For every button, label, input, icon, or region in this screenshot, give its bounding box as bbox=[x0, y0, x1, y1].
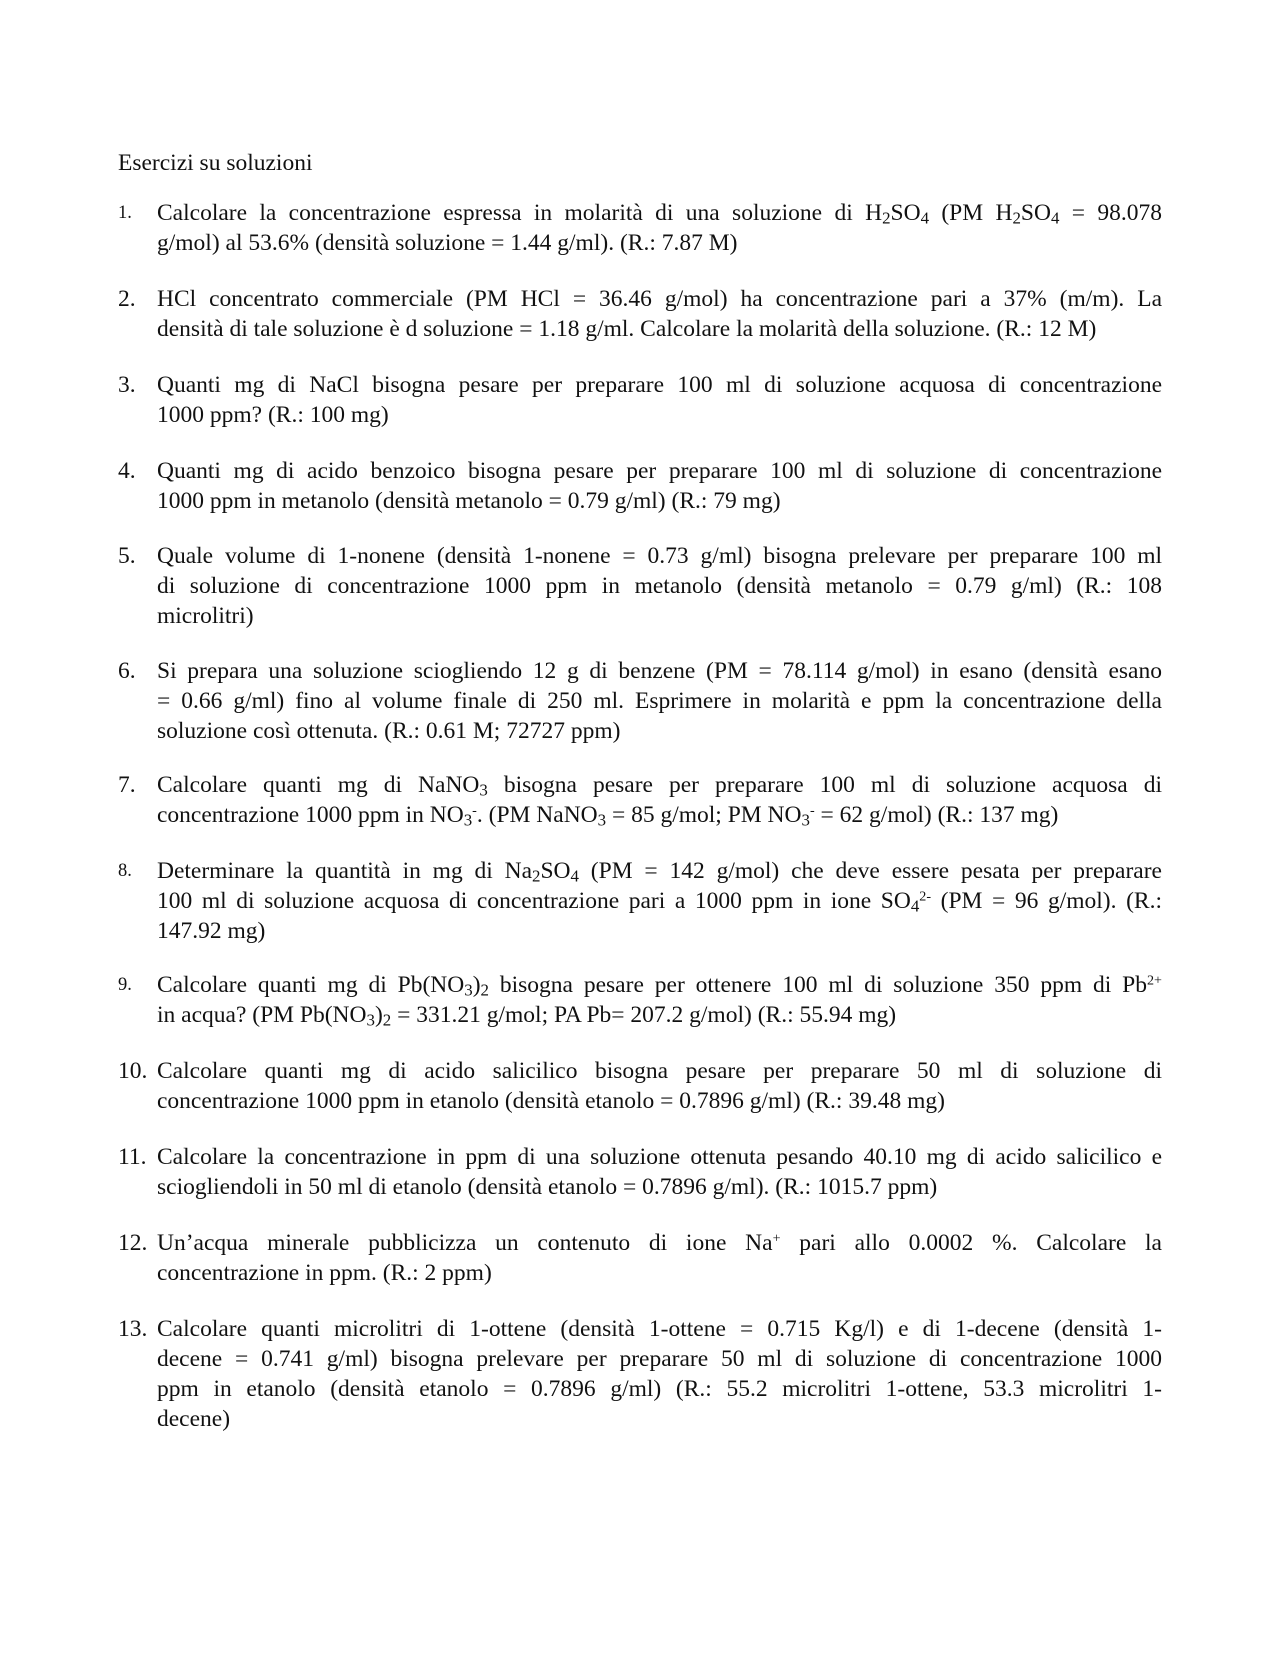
exercise-line: 147.92 mg) bbox=[157, 918, 266, 944]
exercise-line: Calcolare quanti mg di NaNO3 bisogna pesare per preparare 100 ml di soluzione acquosa di bbox=[157, 772, 1162, 800]
exercise-number: 8. bbox=[118, 861, 132, 881]
exercise-line: concentrazione 1000 ppm in NO3-. (PM NaNO3 = 85 g/mol; PM NO3- = 62 g/mol) (R.: 137 mg) bbox=[157, 802, 1059, 830]
exercise-10 bbox=[118, 1056, 1162, 1116]
exercise-line: decene) bbox=[157, 1406, 231, 1432]
exercise-line: densità di tale soluzione è d soluzione = 1.18 g/ml. Calcolare la molarità della soluzione. (R.: 12 M) bbox=[157, 316, 1097, 342]
exercise-number: 3. bbox=[118, 372, 136, 398]
page-title: Esercizi su soluzioni bbox=[118, 150, 313, 176]
exercise-number: 7. bbox=[118, 772, 136, 798]
exercise-13 bbox=[118, 1314, 1162, 1434]
exercise-line: di soluzione di concentrazione 1000 ppm in metanolo (densità metanolo = 0.79 g/ml) (R.: 108 bbox=[157, 573, 1162, 599]
exercise-1 bbox=[118, 198, 1162, 258]
exercise-line: 100 ml di soluzione acquosa di concentrazione pari a 1000 ppm in ione $SO4^{2-}$ (PM = 96 g/mol). (R.: bbox=[157, 888, 1162, 916]
exercise-line: sciogliendoli in 50 ml di etanolo (densità etanolo = 0.7896 g/ml). (R.: 1015.7 ppm) bbox=[157, 1174, 938, 1200]
exercise-line: g/mol) al 53.6% (densità soluzione = 1.44 g/ml). (R.: 7.87 M) bbox=[157, 230, 738, 256]
exercise-2 bbox=[118, 284, 1162, 344]
exercise-7 bbox=[118, 770, 1162, 830]
exercise-number: 4. bbox=[118, 458, 136, 484]
exercise-line: Determinare la quantità in mg di Na2SO4 (PM = 142 g/mol) che deve essere pesata per preparare bbox=[157, 858, 1162, 886]
exercise-line: concentrazione in ppm. (R.: 2 ppm) bbox=[157, 1260, 492, 1286]
exercise-number: 1. bbox=[118, 203, 132, 223]
exercise-number: 12. bbox=[118, 1230, 148, 1256]
exercise-line: 1000 ppm? (R.: 100 mg) bbox=[157, 402, 389, 428]
exercise-line: HCl concentrato commerciale (PM HCl = 36.46 g/mol) ha concentrazione pari a 37% (m/m). La bbox=[157, 286, 1162, 312]
exercise-9 bbox=[118, 970, 1162, 1030]
exercise-line: ppm in etanolo (densità etanolo = 0.7896 g/ml) (R.: 55.2 microlitri 1-ottene, 53.3 microlitri 1- bbox=[157, 1376, 1162, 1402]
exercise-line: decene = 0.741 g/ml) bisogna prelevare per preparare 50 ml di soluzione di concentrazione 1000 bbox=[157, 1346, 1162, 1372]
exercise-line: Quanti mg di NaCl bisogna pesare per preparare 100 ml di soluzione acquosa di concentrazione bbox=[157, 372, 1162, 398]
exercise-line: Un’acqua minerale pubblicizza un contenuto di ione Na+ pari allo 0.0002 %. Calcolare la bbox=[157, 1230, 1162, 1256]
exercise-number: 10. bbox=[118, 1058, 148, 1084]
exercise-number: 2. bbox=[118, 286, 136, 312]
exercise-11 bbox=[118, 1142, 1162, 1202]
exercise-4 bbox=[118, 456, 1162, 516]
exercise-line: microlitri) bbox=[157, 603, 254, 629]
exercise-line: Calcolare la concentrazione in ppm di una soluzione ottenuta pesando 40.10 mg di acido salicilico e bbox=[157, 1144, 1162, 1170]
exercise-line: Quanti mg di acido benzoico bisogna pesare per preparare 100 ml di soluzione di concentrazione bbox=[157, 458, 1162, 484]
exercise-line: 1000 ppm in metanolo (densità metanolo = 0.79 g/ml) (R.: 79 mg) bbox=[157, 488, 781, 514]
exercise-line: Si prepara una soluzione sciogliendo 12 g di benzene (PM = 78.114 g/mol) in esano (densità esano bbox=[157, 658, 1162, 684]
exercise-line: soluzione così ottenuta. (R.: 0.61 M; 72727 ppm) bbox=[157, 718, 621, 744]
exercise-line: Calcolare quanti mg di Pb(NO3)2 bisogna pesare per ottenere 100 ml di soluzione 350 ppm di $Pb^{2+}$ bbox=[157, 972, 1162, 1000]
exercise-8 bbox=[118, 856, 1162, 946]
exercise-number: 5. bbox=[118, 543, 136, 569]
exercise-number: 11. bbox=[118, 1144, 147, 1170]
exercise-6 bbox=[118, 656, 1162, 746]
exercise-line: = 0.66 g/ml) fino al volume finale di 250 ml. Esprimere in molarità e ppm la concentrazione della bbox=[157, 688, 1162, 714]
exercise-number: 6. bbox=[118, 658, 136, 684]
exercise-line: in acqua? (PM Pb(NO3)2 = 331.21 g/mol; PA Pb= 207.2 g/mol) (R.: 55.94 mg) bbox=[157, 1002, 897, 1030]
exercise-line: concentrazione 1000 ppm in etanolo (densità etanolo = 0.7896 g/ml) (R.: 39.48 mg) bbox=[157, 1088, 945, 1114]
exercise-line: Calcolare quanti microlitri di 1-ottene (densità 1-ottene = 0.715 Kg/l) e di 1-decene (densità 1- bbox=[157, 1316, 1162, 1342]
exercise-number: 13. bbox=[118, 1316, 148, 1342]
exercise-5 bbox=[118, 541, 1162, 631]
exercise-line: Calcolare la concentrazione espressa in molarità di una soluzione di H2SO4 (PM H2SO4 = 98.078 bbox=[157, 200, 1162, 228]
exercise-3 bbox=[118, 370, 1162, 430]
exercise-12 bbox=[118, 1228, 1162, 1288]
exercise-number: 9. bbox=[118, 975, 132, 995]
exercise-line: Quale volume di 1-nonene (densità 1-nonene = 0.73 g/ml) bisogna prelevare per preparare 100 ml bbox=[157, 543, 1162, 569]
exercise-line: Calcolare quanti mg di acido salicilico bisogna pesare per preparare 50 ml di soluzione di bbox=[157, 1058, 1162, 1084]
